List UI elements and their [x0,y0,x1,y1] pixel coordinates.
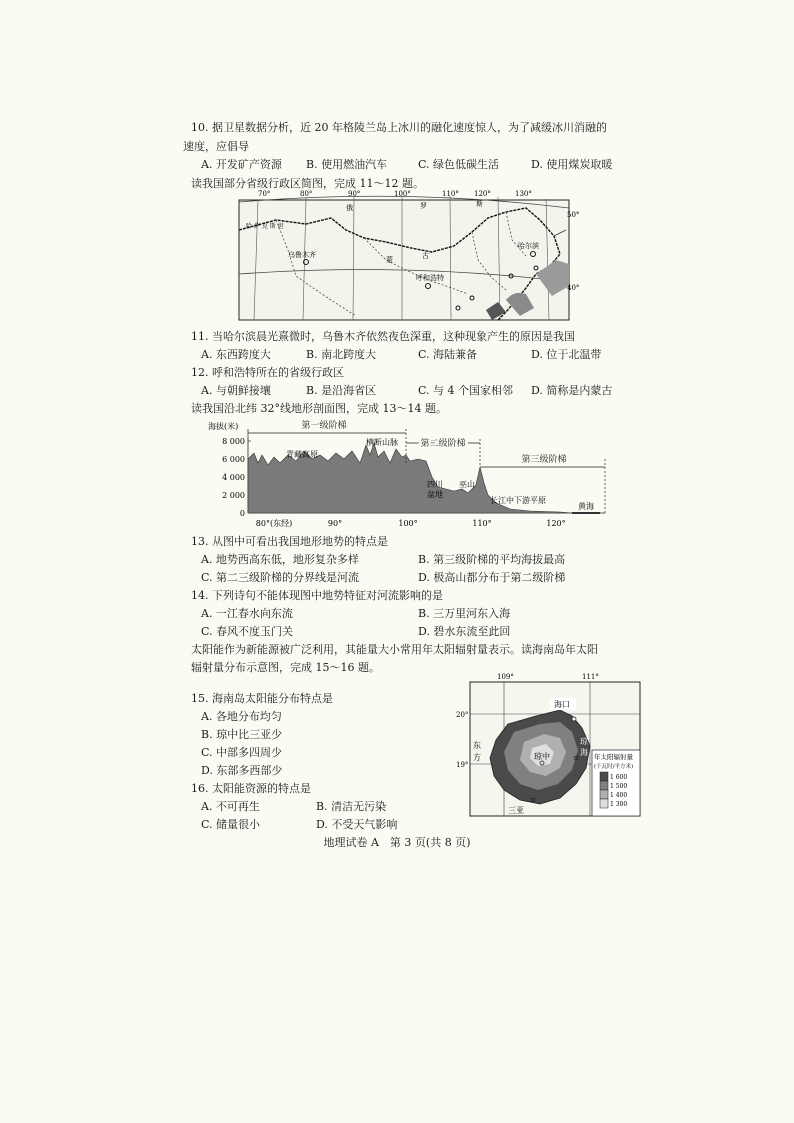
q11-option-a: A. 东西跨度大 [201,348,271,361]
q14-option-c: C. 春风不度玉门关 [201,625,294,638]
xtick-110: 110° [472,519,492,528]
legend-1300: 1 300 [610,801,628,808]
map-lon-100: 100° [394,190,411,198]
legend-1600: 1 600 [610,774,628,781]
ytick-8000: 8 000 [222,437,245,446]
intro-15-16-cont: 辐射量分布示意图，完成 15～16 题。 [191,661,380,674]
legend-title-2: (千瓦时/平方米) [594,764,634,770]
step-2-label: 第二级阶梯 [420,439,466,449]
xtick-90: 90° [327,519,343,528]
q13-stem: 13. 从图中可看出我国地形地势的特点是 [191,535,388,548]
q12-stem: 12. 呼和浩特所在的省级行政区 [191,366,344,379]
q15-option-b: B. 琼中比三亚少 [201,728,283,741]
label-yangtze-plain: 长江中下游平原 [490,496,546,505]
q14-stem: 14. 下列诗句不能体现图中地势特征对河流影响的是 [191,589,443,602]
q13-option-b: B. 第三级阶梯的平均海拔最高 [418,553,566,566]
label-sanya: 三亚 [508,806,524,815]
map-lon-70: 70° [258,190,271,198]
q10-option-d: D. 使用煤炭取暖 [531,158,613,171]
label-urumqi: 乌鲁木齐 [288,251,316,259]
q10-stem-cont: 速度，应倡导 [183,140,249,153]
label-harbin: 哈尔滨 [518,242,539,250]
q15-option-c: C. 中部多四周少 [201,746,283,759]
q14-option-b: B. 三万里河东入海 [418,607,511,620]
map-lon-90: 90° [348,190,361,198]
xtick-120: 120° [546,519,566,528]
q14-option-d: D. 碧水东流至此回 [418,625,511,638]
legend-title-1: 年太阳辐射量 [594,753,633,761]
hainan-lon-111: 111° [582,673,599,681]
q12-option-a: A. 与朝鲜接壤 [201,384,271,397]
q12-option-c: C. 与 4 个国家相邻 [418,384,514,397]
q11-option-d: D. 位于北温带 [531,348,602,361]
intro-15-16: 太阳能作为新能源被广泛利用，其能量大小常用年太阳辐射量表示。读海南岛年太阳 [191,643,598,656]
label-dongfang-1: 东 [473,741,481,750]
map-lon-110: 110° [442,190,459,198]
label-qingzang: 青藏高原 [286,450,318,459]
q14-option-a: A. 一江春水向东流 [201,607,293,620]
label-dongfang-2: 方 [473,753,481,762]
label-russia-3: 斯 [476,200,483,208]
legend-swatch-1500 [600,781,608,790]
q11-option-b: B. 南北跨度大 [306,348,377,361]
q13-option-d: D. 极高山都分布于第二级阶梯 [418,571,566,584]
q16-option-b: B. 清洁无污染 [316,800,387,813]
q11-stem: 11. 当哈尔滨晨光熹微时，乌鲁木齐依然夜色深重，这种现象产生的原因是我国 [191,330,575,343]
terrain-profile [200,415,620,530]
map-lat-40: 40° [567,284,580,292]
legend-swatch-1400 [600,790,608,799]
step-3-label: 第三级阶梯 [521,455,567,465]
q16-option-a: A. 不可再生 [201,800,260,813]
label-hohhot: 呼和浩特 [416,274,444,282]
legend-swatch-1300 [600,799,608,808]
label-qiongzhong: 琼中 [534,752,550,761]
q16-stem: 16. 太阳能资源的特点是 [191,782,311,795]
q16-option-d: D. 不受天气影响 [316,818,398,831]
ytick-2000: 2 000 [222,491,245,500]
map-lon-130: 130° [515,190,532,198]
ytick-6000: 6 000 [222,455,245,464]
label-russia-1: 俄 [346,204,353,212]
xtick-100: 100° [398,519,418,528]
label-yellow-sea: 黄海 [578,502,594,511]
label-basin: 盆地 [427,490,443,499]
map-lon-120: 120° [474,190,491,198]
q13-option-a: A. 地势西高东低，地形复杂多样 [201,553,359,566]
hainan-lon-109: 109° [497,673,514,681]
label-qionghai-2: 海 [580,748,588,757]
ytick-0: 0 [239,509,245,518]
label-sichuan: 四川 [427,480,443,489]
label-mongolia-1: 蒙 [386,256,393,264]
profile-ylabel: 海拔(米) [208,422,239,431]
hainan-lat-20: 20° [456,711,469,719]
q10-option-c: C. 绿色低碳生活 [418,158,500,171]
xtick-80: 80°(东经) [255,519,293,528]
label-qionghai-1: 琼 [580,737,588,746]
label-haikou: 海口 [554,700,570,709]
hainan-lat-19: 19° [456,761,469,769]
map-lat-50: 50° [567,211,580,219]
map-lon-80: 80° [300,190,313,198]
q11-option-c: C. 海陆兼备 [418,348,478,361]
intro-11-12: 读我国部分省级行政区简图，完成 11～12 题。 [191,177,424,190]
label-mongolia-2: 古 [422,252,429,260]
q15-option-a: A. 各地分布均匀 [201,710,282,723]
q16-option-c: C. 储量很小 [201,818,261,831]
label-kazakhstan: 哈 萨 克 斯 坦 [246,223,284,230]
legend-1500: 1 500 [610,783,628,790]
hainan-radiation-map [448,672,648,820]
step-1-label: 第一级阶梯 [301,421,347,431]
q12-option-b: B. 是沿海省区 [306,384,377,397]
label-hengduan: 横断山脉 [366,438,398,447]
label-wushan: 巫山 [459,480,475,489]
page-footer: 地理试卷 A 第 3 页(共 8 页) [323,836,471,849]
q10-option-b: B. 使用燃油汽车 [306,158,388,171]
intro-13-14: 读我国沿北纬 32°线地形剖面图，完成 13～14 题。 [191,402,447,415]
q13-option-c: C. 第二三级阶梯的分界线是河流 [201,571,360,584]
province-map [236,190,592,330]
ytick-4000: 4 000 [222,473,245,482]
q10-option-a: A. 开发矿产资源 [201,158,282,171]
legend-swatch-1600 [600,772,608,781]
q15-stem: 15. 海南岛太阳能分布特点是 [191,692,333,705]
legend-1400: 1 400 [610,792,628,799]
q15-option-d: D. 东部多西部少 [201,764,283,777]
q10-stem: 10. 据卫星数据分析，近 20 年格陵兰岛上冰川的融化速度惊人，为了减缓冰川消融的 [191,121,607,134]
q12-option-d: D. 简称是内蒙古 [531,384,613,397]
label-russia-2: 罗 [420,202,427,210]
